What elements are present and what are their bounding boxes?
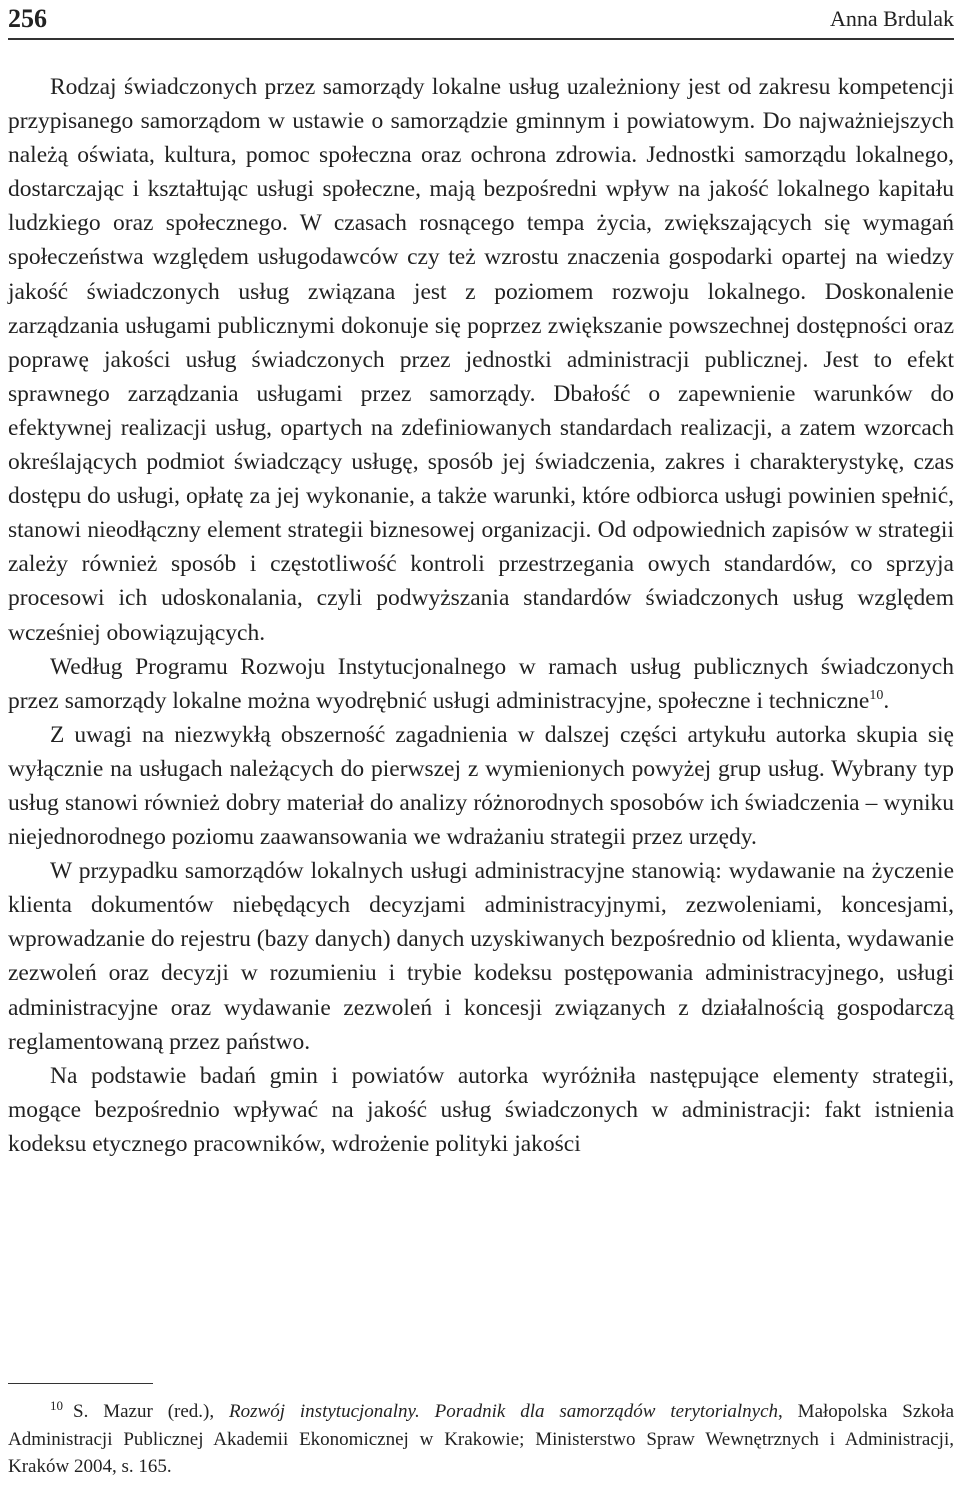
footnote-title: Rozwój instytucjonalny. Poradnik dla samorządów terytorialnych (229, 1401, 779, 1422)
page-header (8, 2, 954, 40)
footnote-number: 10 (50, 1397, 63, 1413)
footnote-reference[interactable]: 10 (869, 687, 884, 703)
footnote-author: S. Mazur (red.), (73, 1401, 215, 1422)
page-number: 256 (8, 4, 47, 33)
paragraph-4: W przypadku samorządów lokalnych usługi administracyjne stanowią: wydawanie na życzenie klienta dokumentów niebędących decyzjami administracyjnymi, zezwoleniami, koncesjami, wprowadzanie do rejestru (bazy danych) danych uzyskiwanych bezpośrednio od klienta, wydawanie zezwoleń oraz decyzji w rozumieniu i trybie kodeksu postępowania administracyjnego, usługi administracyjne oraz wydawanie zezwoleń i koncesji związanych z działalnością gospodarczą reglamentowaną przez państwo. (8, 858, 954, 1055)
footnote (8, 1398, 954, 1481)
paragraph-2-text: Według Programu Rozwoju Instytucjonalnego w ramach usług publicznych świadczonych przez samorządy lokalne można wyodrębnić usługi administracyjne, społeczne i techniczne (8, 653, 954, 714)
paragraph-3: Z uwagi na niezwykłą obszerność zagadnienia w dalszej części artykułu autorka skupia się wyłącznie na usługach należących do pierwszej z wymienionych powyżej grup usług. Wybrany typ usług stanowi również dobry materiał do analizy różnorodnych sposobów ich świadczenia – wyniku niejednorodnego poziomu zaawansowania we wdrażaniu strategii przez urzędy. (8, 721, 954, 851)
running-head-author: Anna Brdulak (829, 6, 954, 31)
paragraph-1: Rodzaj świadczonych przez samorządy lokalne usług uzależniony jest od zakresu kompetencji przypisanego samorządom w ustawie o samorządzie gminnym i powiatowym. Do najważniejszych należą oświata, kultura, pomoc społeczna oraz ochrona zdrowia. Jednostki samorządu lokalnego, dostarczając i kształtując usługi społeczne, mają bezpośredni wpływ na jakość lokalnego kapitału ludzkiego oraz społecznego. W czasach rosnącego tempa życia, zwiększających się wymagań społeczeństwa względem usługodawców czy też wzrostu znaczenia gospodarki opartej na wiedzy jakość świadczonych usług związana jest z poziomem rozwoju lokalnego. Doskonalenie zarządzania usługami publicznymi dokonuje się poprzez zwiększanie powszechnej dostępności oraz poprawę jakości usług świadczonych przez jednostki administracji publicznej. Jest to efekt sprawnego zarządzania usługami przez samorządy. Dbałość o zapewnienie warunków do efektywnej realizacji usług, opartych na zdefiniowanych standardach realizacji, a zatem wzorcach określających podmiot świadczący usługę, sposób jej świadczenia, zakres i charakterystykę, czas dostępu do usługi, opłatę za jej wykonanie, a także warunki, które odbiorca usługi powinien spełnić, stanowi nieodłączny element strategii biznesowej organizacji. Od odpowiednich zapisów w strategii zależy również sposób i częstotliwość kontroli przestrzegania owych standardów, co sprzyja procesowi ich udoskonalania, czyli podwyższania standardów świadczonych usług względem wcześniej obowiązujących. (8, 74, 954, 646)
paragraph-2 (8, 650, 954, 718)
footnote-rest: , Małopolska Szkoła Administracji Publicznej Akademii Ekonomicznej w Krakowie; Ministerstwo Spraw Wewnętrznych i Administracji, Kraków 2004, s. 165. (8, 1401, 954, 1477)
body-text (8, 70, 954, 1161)
footnote-divider (8, 1383, 153, 1384)
paragraph-2-end: . (883, 687, 890, 714)
paragraph-5: Na podstawie badań gmin i powiatów autorka wyróżniła następujące elementy strategii, mogące bezpośrednio wpływać na jakość usług świadczonych w administracji: fakt istnienia kodeksu etycznego pracowników, wdrożenie polityki jakości (8, 1062, 954, 1157)
